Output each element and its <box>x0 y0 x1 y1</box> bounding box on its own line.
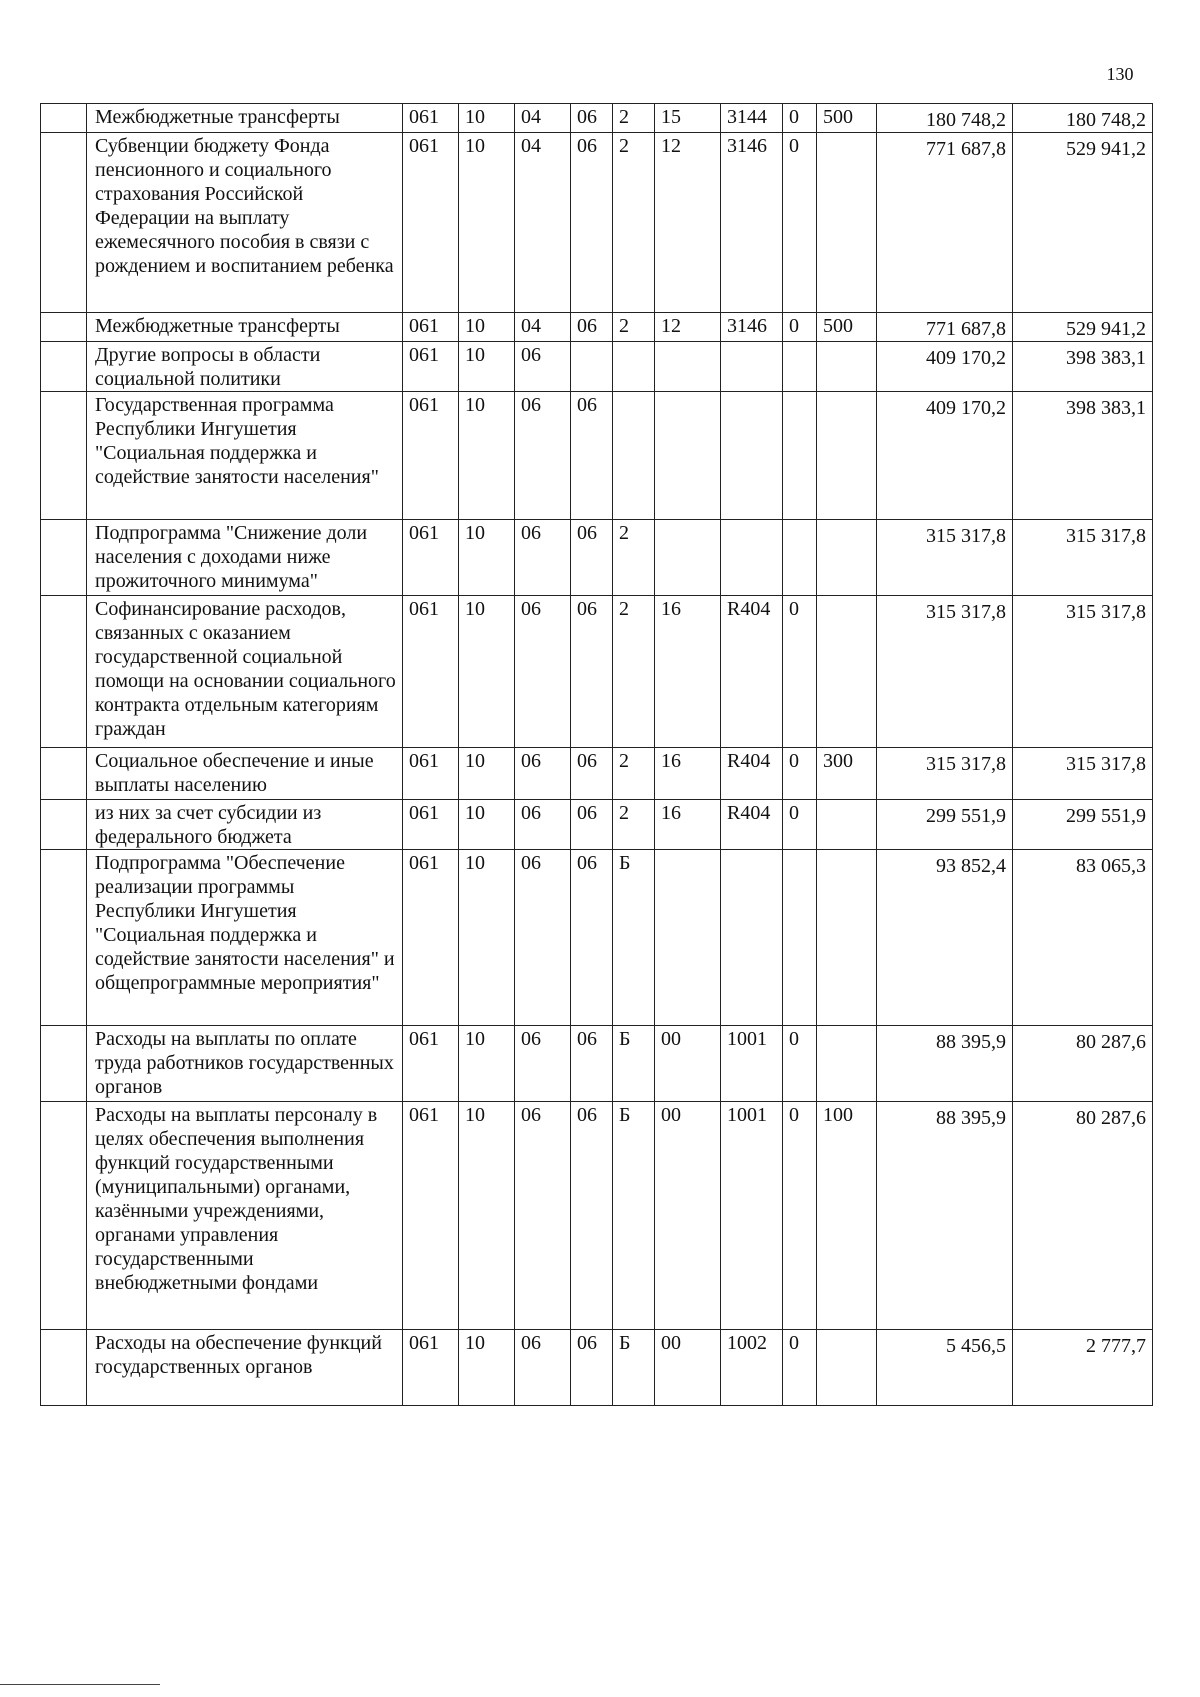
code-cell: 3146 <box>721 313 783 342</box>
row-name: Государственная программа Республики Ингушетия "Социальная поддержка и содействие занятости населения" <box>87 392 403 520</box>
code-cell <box>655 520 721 596</box>
code-cell: 00 <box>655 1102 721 1330</box>
row-marker-cell <box>41 520 87 596</box>
code-cell: 061 <box>403 520 459 596</box>
code-cell: 10 <box>459 1102 515 1330</box>
amount-cell: 398 383,1 <box>1013 342 1153 392</box>
code-cell: 0 <box>783 133 817 313</box>
table-row <box>41 596 1153 748</box>
amount-cell: 771 687,8 <box>877 133 1013 313</box>
code-cell: 061 <box>403 1330 459 1406</box>
code-cell: Б <box>613 850 655 1026</box>
row-name: Межбюджетные трансферты <box>87 104 403 133</box>
budget-table <box>40 103 1153 1406</box>
code-cell: 10 <box>459 313 515 342</box>
code-cell: 06 <box>515 748 571 800</box>
row-marker-cell <box>41 596 87 748</box>
code-cell: 00 <box>655 1026 721 1102</box>
code-cell: 10 <box>459 104 515 133</box>
code-cell: 2 <box>613 520 655 596</box>
amount-cell: 315 317,8 <box>1013 520 1153 596</box>
amount-cell: 315 317,8 <box>877 520 1013 596</box>
table-row <box>41 850 1153 1026</box>
code-cell: 10 <box>459 342 515 392</box>
table-row <box>41 104 1153 133</box>
row-name: Подпрограмма "Снижение доли населения с доходами ниже прожиточного минимума" <box>87 520 403 596</box>
code-cell <box>817 850 877 1026</box>
code-cell: 061 <box>403 1102 459 1330</box>
code-cell: 2 <box>613 800 655 850</box>
code-cell: 0 <box>783 596 817 748</box>
code-cell <box>655 850 721 1026</box>
code-cell <box>817 392 877 520</box>
code-cell: 16 <box>655 748 721 800</box>
code-cell: 06 <box>515 1330 571 1406</box>
code-cell: 0 <box>783 1102 817 1330</box>
code-cell: 300 <box>817 748 877 800</box>
code-cell: 06 <box>515 342 571 392</box>
code-cell: 06 <box>571 748 613 800</box>
code-cell: 061 <box>403 1026 459 1102</box>
amount-cell: 180 748,2 <box>1013 104 1153 133</box>
code-cell <box>721 850 783 1026</box>
code-cell: 100 <box>817 1102 877 1330</box>
code-cell: 061 <box>403 800 459 850</box>
amount-cell: 315 317,8 <box>1013 596 1153 748</box>
code-cell <box>721 392 783 520</box>
code-cell <box>817 520 877 596</box>
row-name: Расходы на выплаты по оплате труда работников государственных органов <box>87 1026 403 1102</box>
amount-cell: 88 395,9 <box>877 1026 1013 1102</box>
code-cell: 10 <box>459 800 515 850</box>
code-cell: 1001 <box>721 1026 783 1102</box>
amount-cell: 398 383,1 <box>1013 392 1153 520</box>
code-cell: 06 <box>571 1026 613 1102</box>
code-cell: 10 <box>459 520 515 596</box>
table-row <box>41 392 1153 520</box>
code-cell: 061 <box>403 850 459 1026</box>
table-row <box>41 133 1153 313</box>
code-cell <box>655 392 721 520</box>
row-marker-cell <box>41 748 87 800</box>
code-cell: 04 <box>515 133 571 313</box>
code-cell: 10 <box>459 596 515 748</box>
code-cell: Б <box>613 1026 655 1102</box>
code-cell <box>721 342 783 392</box>
code-cell: 15 <box>655 104 721 133</box>
row-name: из них за счет субсидии из федерального бюджета <box>87 800 403 850</box>
code-cell: 10 <box>459 133 515 313</box>
row-name: Другие вопросы в области социальной политики <box>87 342 403 392</box>
code-cell <box>817 1026 877 1102</box>
code-cell: 04 <box>515 104 571 133</box>
code-cell: 1002 <box>721 1330 783 1406</box>
code-cell: 10 <box>459 748 515 800</box>
table-row <box>41 1026 1153 1102</box>
row-name: Софинансирование расходов, связанных с оказанием государственной социальной помощи на основании социального контракта отдельным категориям граждан <box>87 596 403 748</box>
code-cell: 06 <box>515 1026 571 1102</box>
code-cell: 2 <box>613 133 655 313</box>
code-cell: R404 <box>721 596 783 748</box>
row-marker-cell <box>41 392 87 520</box>
code-cell: 06 <box>571 104 613 133</box>
code-cell: 061 <box>403 596 459 748</box>
code-cell: 0 <box>783 1330 817 1406</box>
code-cell: 1001 <box>721 1102 783 1330</box>
code-cell: 2 <box>613 313 655 342</box>
code-cell <box>817 596 877 748</box>
row-name: Расходы на обеспечение функций государственных органов <box>87 1330 403 1406</box>
amount-cell: 529 941,2 <box>1013 313 1153 342</box>
code-cell: 06 <box>515 596 571 748</box>
code-cell: 06 <box>571 1102 613 1330</box>
code-cell <box>613 342 655 392</box>
amount-cell: 529 941,2 <box>1013 133 1153 313</box>
code-cell: 06 <box>571 520 613 596</box>
code-cell: 0 <box>783 800 817 850</box>
row-name: Субвенции бюджету Фонда пенсионного и социального страхования Российской Федерации на выплату ежемесячного пособия в связи с рождением и воспитанием ребенка <box>87 133 403 313</box>
code-cell <box>817 1330 877 1406</box>
row-marker-cell <box>41 104 87 133</box>
code-cell: 2 <box>613 748 655 800</box>
row-name: Подпрограмма "Обеспечение реализации программы Республики Ингушетия "Социальная поддержка и содействие занятости населения" и общепрограммные мероприятия" <box>87 850 403 1026</box>
code-cell: 10 <box>459 1026 515 1102</box>
code-cell: 06 <box>571 850 613 1026</box>
bottom-rule <box>0 1684 160 1685</box>
code-cell: 06 <box>571 313 613 342</box>
code-cell: 10 <box>459 392 515 520</box>
table-row <box>41 748 1153 800</box>
table-row <box>41 342 1153 392</box>
code-cell: R404 <box>721 748 783 800</box>
code-cell: 061 <box>403 313 459 342</box>
table-row <box>41 313 1153 342</box>
amount-cell: 83 065,3 <box>1013 850 1153 1026</box>
amount-cell: 5 456,5 <box>877 1330 1013 1406</box>
code-cell: 061 <box>403 342 459 392</box>
amount-cell: 299 551,9 <box>877 800 1013 850</box>
code-cell: 06 <box>515 520 571 596</box>
code-cell: 061 <box>403 392 459 520</box>
code-cell: 06 <box>515 1102 571 1330</box>
amount-cell: 315 317,8 <box>877 596 1013 748</box>
table-row <box>41 800 1153 850</box>
code-cell: 061 <box>403 104 459 133</box>
code-cell: 2 <box>613 104 655 133</box>
row-marker-cell <box>41 1102 87 1330</box>
code-cell <box>817 800 877 850</box>
row-name: Расходы на выплаты персоналу в целях обеспечения выполнения функций государственными (муниципальными) органами, казёнными учреждениями, органами управления государственными внебюджетными фондами <box>87 1102 403 1330</box>
row-marker-cell <box>41 342 87 392</box>
row-name: Межбюджетные трансферты <box>87 313 403 342</box>
code-cell: R404 <box>721 800 783 850</box>
code-cell: 12 <box>655 133 721 313</box>
table-row <box>41 520 1153 596</box>
code-cell: 0 <box>783 313 817 342</box>
code-cell <box>783 520 817 596</box>
code-cell: 061 <box>403 748 459 800</box>
code-cell <box>613 392 655 520</box>
code-cell <box>783 392 817 520</box>
row-marker-cell <box>41 1026 87 1102</box>
amount-cell: 771 687,8 <box>877 313 1013 342</box>
row-marker-cell <box>41 850 87 1026</box>
code-cell: Б <box>613 1330 655 1406</box>
code-cell <box>817 342 877 392</box>
code-cell: 06 <box>571 133 613 313</box>
row-marker-cell <box>41 1330 87 1406</box>
code-cell <box>571 342 613 392</box>
row-marker-cell <box>41 800 87 850</box>
row-marker-cell <box>41 133 87 313</box>
code-cell: 0 <box>783 104 817 133</box>
code-cell <box>783 342 817 392</box>
amount-cell: 409 170,2 <box>877 342 1013 392</box>
amount-cell: 88 395,9 <box>877 1102 1013 1330</box>
code-cell: 12 <box>655 313 721 342</box>
code-cell: 06 <box>515 850 571 1026</box>
code-cell: 10 <box>459 1330 515 1406</box>
amount-cell: 80 287,6 <box>1013 1102 1153 1330</box>
code-cell: 16 <box>655 596 721 748</box>
code-cell: 06 <box>515 800 571 850</box>
row-name: Социальное обеспечение и иные выплаты населению <box>87 748 403 800</box>
amount-cell: 315 317,8 <box>877 748 1013 800</box>
page-number: 130 <box>1106 64 1134 84</box>
amount-cell: 80 287,6 <box>1013 1026 1153 1102</box>
code-cell <box>817 133 877 313</box>
code-cell: 0 <box>783 1026 817 1102</box>
code-cell: 500 <box>817 104 877 133</box>
amount-cell: 299 551,9 <box>1013 800 1153 850</box>
code-cell: 061 <box>403 133 459 313</box>
code-cell <box>655 342 721 392</box>
code-cell: 06 <box>571 1330 613 1406</box>
amount-cell: 315 317,8 <box>1013 748 1153 800</box>
amount-cell: 409 170,2 <box>877 392 1013 520</box>
code-cell: 06 <box>571 596 613 748</box>
code-cell: 16 <box>655 800 721 850</box>
code-cell: 04 <box>515 313 571 342</box>
table-row <box>41 1102 1153 1330</box>
code-cell: 06 <box>515 392 571 520</box>
code-cell: 00 <box>655 1330 721 1406</box>
code-cell <box>783 850 817 1026</box>
code-cell: 3146 <box>721 133 783 313</box>
table-row <box>41 1330 1153 1406</box>
code-cell: Б <box>613 1102 655 1330</box>
code-cell: 3144 <box>721 104 783 133</box>
code-cell: 06 <box>571 392 613 520</box>
code-cell: 500 <box>817 313 877 342</box>
code-cell <box>721 520 783 596</box>
code-cell: 0 <box>783 748 817 800</box>
code-cell: 2 <box>613 596 655 748</box>
amount-cell: 93 852,4 <box>877 850 1013 1026</box>
row-marker-cell <box>41 313 87 342</box>
code-cell: 06 <box>571 800 613 850</box>
amount-cell: 180 748,2 <box>877 104 1013 133</box>
amount-cell: 2 777,7 <box>1013 1330 1153 1406</box>
code-cell: 10 <box>459 850 515 1026</box>
